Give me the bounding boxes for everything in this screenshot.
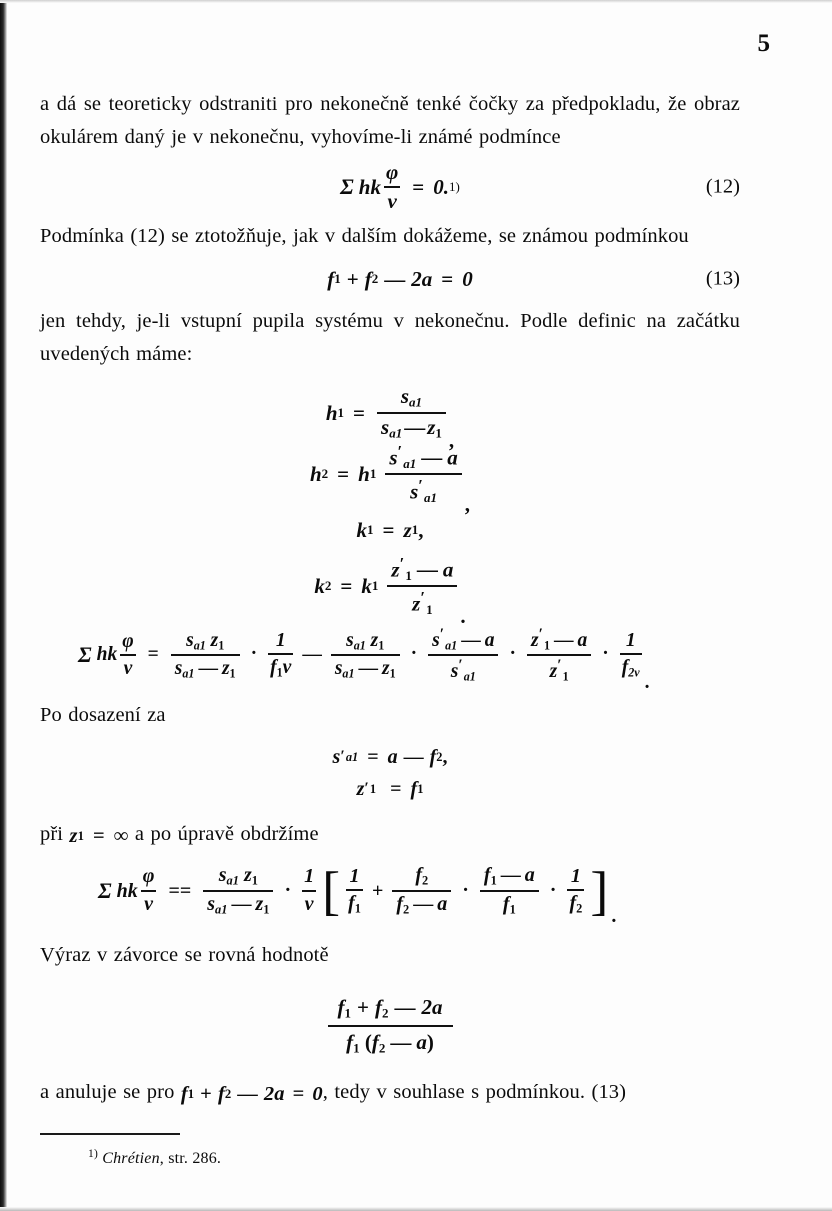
one-over-f2nu: $\frac{1}{f_{2\nu}}$ — [621, 630, 640, 680]
bracket-close: ] — [590, 861, 609, 922]
condition-z1-infinity: z 1 = ∞ — [69, 825, 129, 847]
multiplication-dot: · — [462, 879, 469, 901]
h2-numerator: $s'_{a1}$ — a — [389, 441, 458, 471]
minus-sign: — — [403, 746, 424, 768]
h1-subscript: 1 — [337, 405, 345, 421]
h2-symbol: h — [309, 461, 322, 486]
footnote-author: Chrétien — [102, 1149, 160, 1167]
substitution-row-2 — [40, 774, 796, 804]
substitution-row-1 — [40, 732, 740, 774]
a-anuluje-label: a anuluje se pro — [40, 1081, 175, 1103]
f2-subscript: 2 — [371, 271, 379, 287]
one-over-nu: $\frac{1}{\nu}$ — [304, 865, 315, 915]
infinity-symbol: ∞ — [113, 825, 129, 847]
h1-denominator: $s_{a1}—z_1$ — [381, 415, 442, 441]
footnote-reference: , str. 286. — [159, 1149, 222, 1167]
equals-sign: = — [390, 778, 402, 800]
one-over-f1nu: $\frac{1}{f_1\nu}$ — [270, 630, 292, 680]
equals-sign: = — [441, 266, 454, 291]
value-fraction — [325, 996, 456, 1055]
equation-13-number: (13) — [705, 267, 740, 290]
equals-sign: = — [382, 517, 395, 542]
equation-12-block — [40, 154, 740, 220]
sa1z1-over-sa1-minus-z1: $\frac{s_{a1} z_1}{s_{a1} — z_1}$ — [171, 630, 240, 681]
h1-symbol: h — [325, 400, 338, 425]
definition-k2: k 2 = k 1 $\frac{z'_1 — a}{z'_1}$ . — [314, 553, 466, 629]
bracket-open: [ — [322, 861, 341, 922]
trailing-period: . — [644, 671, 650, 693]
hk-term: hk — [96, 644, 118, 666]
plus-sign: + — [371, 880, 384, 902]
fraction-bar — [385, 473, 461, 475]
double-equals-sign: == — [168, 880, 192, 902]
fraction-bar — [387, 585, 457, 587]
value-numerator: $f_1 + f_2$ — 2a — [337, 995, 443, 1021]
phi-over-nu-fraction: $\frac{\varphi}{\nu}$ — [142, 865, 155, 915]
f1-minus-a-over-f1: $\frac{f_1 — a}{f_1}$ — [480, 865, 539, 917]
scan-edge-left — [0, 0, 7, 1211]
definition-h2: h 2 = h 1 $\frac{s'_{a1} — a}{s'_{a1}}$ , — [309, 441, 471, 517]
paragraph-po-dosazeni: Po dosazení za — [40, 704, 166, 726]
definition-k1-row — [40, 505, 782, 555]
expression-value-fraction — [328, 996, 453, 1055]
equals-sign: = — [147, 644, 159, 666]
scan-edge-bottom — [0, 1207, 832, 1211]
trailing-period: . — [611, 904, 617, 927]
sprime-a1-minus-a-over-sprime-a1: $\frac{s'_{a1} — a}{s'_{a1}}$ — [428, 627, 498, 684]
nu-denominator: ν — [387, 189, 397, 213]
multiplication-dot: · — [549, 879, 557, 901]
equation-12-number: (12) — [705, 175, 740, 198]
equals-sign: = — [367, 746, 379, 768]
page-number: 5 — [757, 30, 770, 57]
fraction-bar — [384, 186, 400, 188]
hk-term: hk — [358, 174, 381, 199]
equation-13 — [327, 266, 473, 291]
plus-sign: + — [346, 266, 359, 291]
equals-sign: = — [412, 174, 425, 199]
trailing-comma: , — [448, 427, 455, 452]
eq12-rhs: 0. — [433, 174, 449, 199]
f2-over-f2-minus-a: $\frac{f_2}{f_2 — a}$ — [392, 865, 451, 917]
page-content — [40, 0, 740, 1168]
equation-13-block — [40, 253, 740, 305]
sa1z1-over-sa1-minus-z1: $\frac{s_{a1} z_1}{s_{a1} — z_1}$ — [203, 865, 273, 917]
multiplication-dot: · — [250, 643, 258, 665]
sa1z1-over-sa1-minus-z1-2: $\frac{s_{a1} z_1}{s_{a1} — z_1}$ — [331, 630, 400, 681]
paragraph-vyraz: Výraz v závorce se rovná hodnotě — [40, 944, 329, 966]
value-denominator: $f_1$ ($f_2$ — a) — [346, 1030, 434, 1056]
h1-numerator: $s_{a1}$ — [400, 384, 423, 410]
equals-sign: = — [340, 573, 353, 598]
k2-denominator: $z'_1$ — [412, 588, 433, 618]
definition-k2-row — [40, 553, 740, 629]
phi-over-nu-fraction: $\frac{\varphi}{\nu}$ — [122, 630, 134, 679]
k2-symbol: k — [314, 573, 325, 598]
footnote-marker: 1) — [88, 1148, 98, 1160]
substitution-z-prime-1: z ′ 1 = f 1 — [356, 778, 424, 800]
zprime1-minus-a-over-zprime1: $\frac{z'_1 — a}{z'_1}$ — [527, 627, 591, 684]
trailing-period: . — [460, 604, 466, 629]
final-inline-equation: f 1 + f 2 — 2a = 0 — [180, 1083, 323, 1105]
substitution-s-prime-a1: s ′ a1 = a — f 2 , — [332, 746, 448, 768]
equals-sign: = — [337, 461, 350, 486]
two-a-term: 2a — [411, 266, 433, 291]
z1-symbol: z — [403, 517, 412, 542]
paragraph-pri-z1 — [40, 818, 740, 851]
tedy-souhlase-label: , tedy v souhlase s podmínkou. (13) — [322, 1081, 627, 1103]
paragraph-intro: a dá se teoreticky odstraniti pro nekonečně tenké čočky za předpokladu, že obraz okulárem daný je v nekonečnu, vyhovíme-li známé podmínce — [40, 93, 740, 148]
multiplication-dot: · — [602, 643, 609, 665]
f1-term: f — [327, 266, 335, 291]
k2-fraction — [387, 555, 457, 617]
h1-fraction — [377, 385, 446, 440]
minus-sign: — — [384, 266, 406, 291]
trailing-comma: , — [464, 492, 471, 517]
one-over-f2: $\frac{1}{f_2}$ — [569, 864, 583, 916]
fraction-bar — [328, 1025, 453, 1027]
h1-factor: h — [358, 461, 370, 486]
one-over-f1: $\frac{1}{f_1}$ — [348, 864, 361, 916]
paragraph-podminka: Podmínka (12) se ztotožňuje, jak v dalším dokážeme, se známou podmínkou — [40, 225, 689, 247]
hk-term: hk — [116, 880, 138, 902]
fraction-bar — [377, 412, 446, 414]
equals-sign: = — [92, 825, 105, 847]
k2-numerator: $z'_1$ — a — [391, 553, 454, 583]
f1-subscript: 1 — [334, 271, 341, 287]
equals-sign: = — [353, 400, 365, 425]
footnote — [40, 1148, 740, 1168]
bracket-equation — [98, 861, 617, 927]
sigma-symbol: Σ — [340, 174, 354, 199]
multiplication-dot: · — [284, 879, 292, 901]
pri-label: při — [40, 823, 64, 845]
footnote-marker-ref: 1) — [448, 179, 460, 195]
phi-over-nu-fraction — [384, 161, 400, 212]
long-equation — [78, 625, 650, 693]
h2-denominator: $s'_{a1}$ — [410, 476, 438, 506]
f2-term: f — [364, 266, 372, 291]
equation-12 — [340, 161, 460, 212]
multiplication-dot: · — [509, 643, 516, 665]
phi-numerator: φ — [385, 160, 399, 185]
k1-factor: k — [361, 573, 372, 598]
definition-h2-row — [40, 441, 740, 517]
value-fraction-row — [40, 972, 740, 1072]
multiplication-dot: · — [410, 643, 418, 665]
minus-sign: — — [302, 644, 322, 666]
po-uprave-label: a po úpravě obdržíme — [134, 823, 319, 845]
long-equation-row — [40, 617, 778, 693]
bracket-equation-row — [40, 851, 798, 931]
paragraph-jen-tehdy: jen tehdy, je-li vstupní pupila systému v nekonečnu. Podle definic na začátku uvedených máme: — [40, 310, 740, 365]
definition-h1-row — [40, 371, 740, 452]
h2-fraction — [385, 443, 461, 505]
sigma-symbol: Σ — [98, 878, 112, 903]
zero-term: 0 — [462, 266, 473, 291]
sigma-symbol: Σ — [78, 642, 92, 667]
paragraph-a-anuluje — [40, 1076, 740, 1109]
definition-k1: k 1 = z 1 , — [356, 517, 424, 542]
k1-symbol: k — [356, 517, 368, 542]
definition-h1 — [325, 384, 455, 452]
